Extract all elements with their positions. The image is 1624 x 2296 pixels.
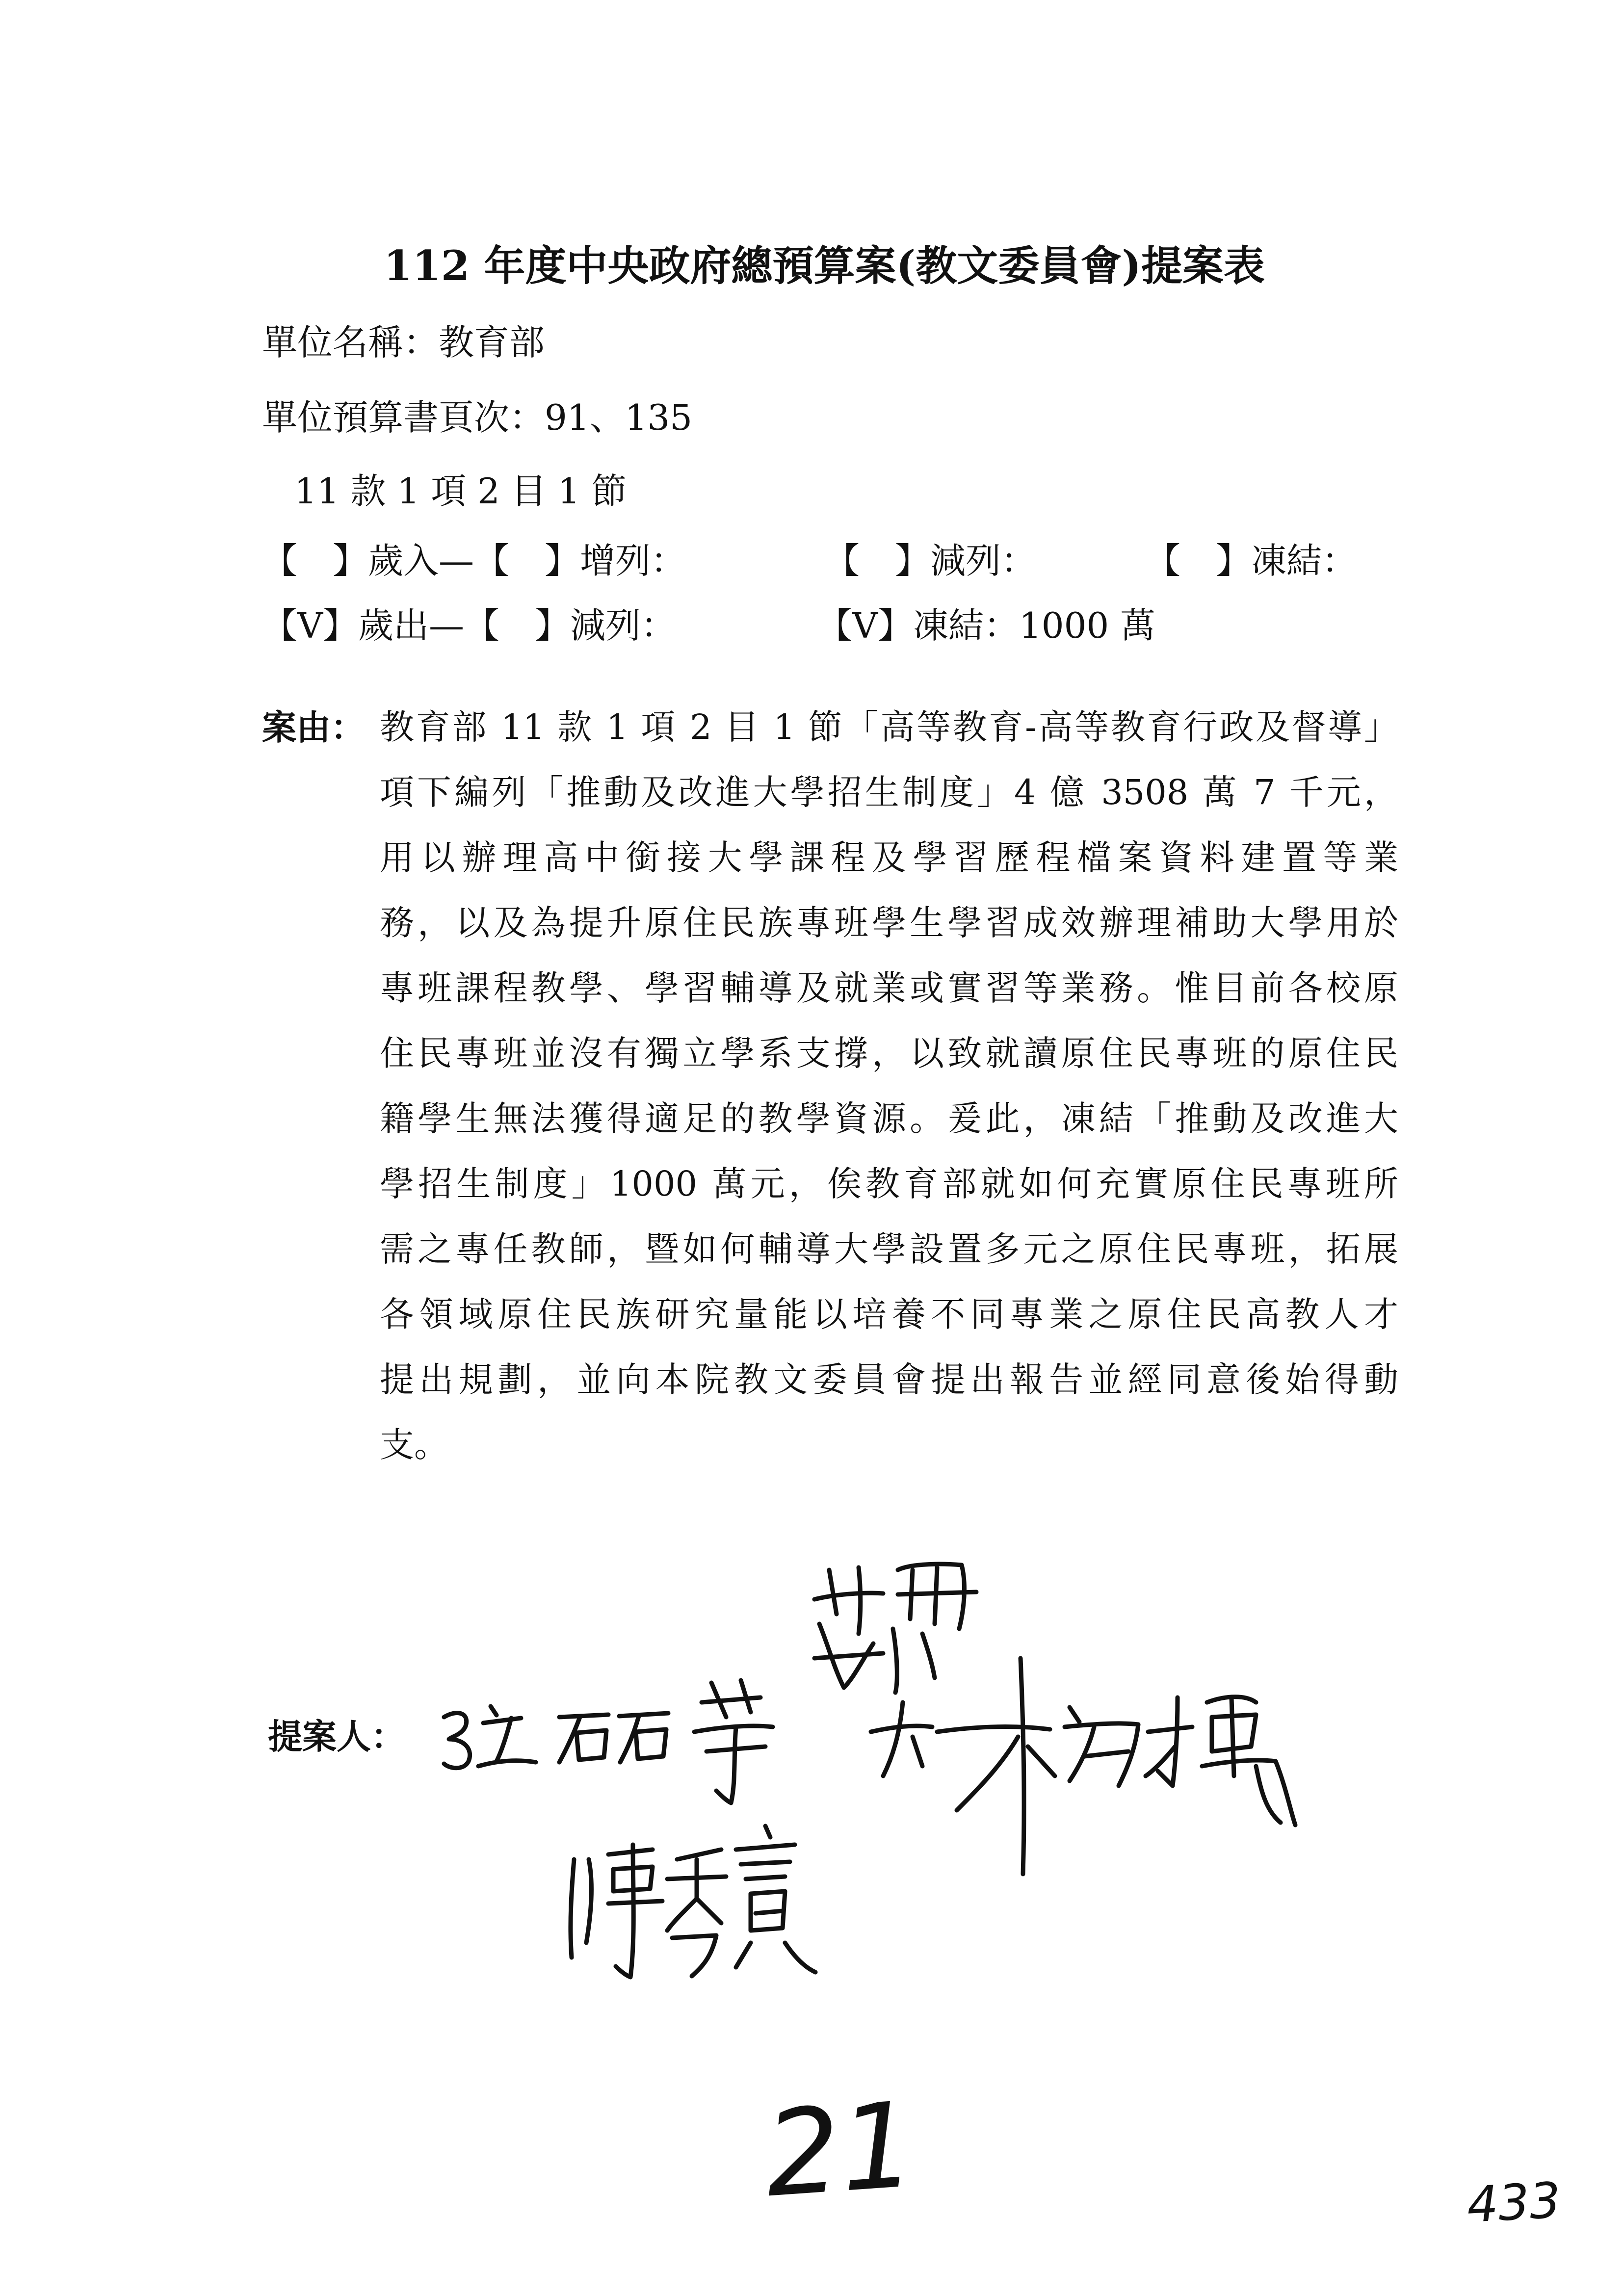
reason-line: 項下編列「推動及改進大學招生制度」4 億 3508 萬 7 千元， (380, 772, 1398, 812)
reason-line: 專班課程教學、學習輔導及就業或實習等業務。惟目前各校原 (380, 968, 1398, 1008)
unit-name: 單位名稱：教育部 (262, 322, 545, 363)
proposer-signature-2 (814, 1564, 976, 1693)
proposer-signature-4 (571, 1826, 815, 1977)
reason-line: 需之專任教師，暨如何輔導大學設置多元之原住民專班，拓展 (380, 1229, 1398, 1269)
reason-line: 提出規劃，並向本院教文委員會提出報告並經同意後始得動 (380, 1359, 1398, 1400)
handwritten-number: 21 (760, 2076, 920, 2224)
reason-text (380, 695, 1398, 1478)
reason-line: 籍學生無法獲得適足的教學資源。爰此，凍結「推動及改進大 (380, 1098, 1398, 1139)
reason-line: 住民專班並沒有獨立學系支撐，以致就讀原住民專班的原住民 (380, 1033, 1398, 1073)
proposer-signature-3 (871, 1658, 1295, 1874)
expenditure-freeze-option: 【V】凍結：1000 萬 (817, 605, 1156, 646)
reason-line: 各領域原住民族研究量能以培養不同專業之原住民高教人才 (380, 1294, 1398, 1334)
proposer-label: 提案人： (268, 1716, 405, 1757)
expenditure-decrease-option: 【V】歲出—【 】減列： (262, 605, 676, 646)
reason-label: 案由： (262, 707, 365, 748)
reason-line: 學招生制度」1000 萬元，俟教育部就如何充實原住民專班所 (380, 1164, 1398, 1204)
proposer-signature-1 (444, 1680, 773, 1803)
budget-pages: 單位預算書頁次：91、135 (262, 397, 693, 438)
revenue-increase-option: 【 】歲入—【 】增列： (262, 540, 686, 581)
reason-line: 務，以及為提升原住民族專班學生學習成效辦理補助大學用於 (380, 903, 1398, 943)
page-number: 433 (1466, 2171, 1562, 2234)
document-title: 112 年度中央政府總預算案(教文委員會)提案表 (383, 241, 1265, 290)
reason-line: 教育部 11 款 1 項 2 目 1 節「高等教育-高等教育行政及督導」 (380, 707, 1398, 747)
revenue-freeze-option: 【 】凍結： (1145, 540, 1358, 581)
reason-line: 支。 (380, 1425, 448, 1465)
budget-item: 11 款 1 項 2 目 1 節 (294, 470, 627, 512)
reason-line: 用以辦理高中銜接大學課程及學習歷程檔案資料建置等業 (380, 837, 1398, 878)
revenue-decrease-option: 【 】減列： (824, 540, 1037, 581)
